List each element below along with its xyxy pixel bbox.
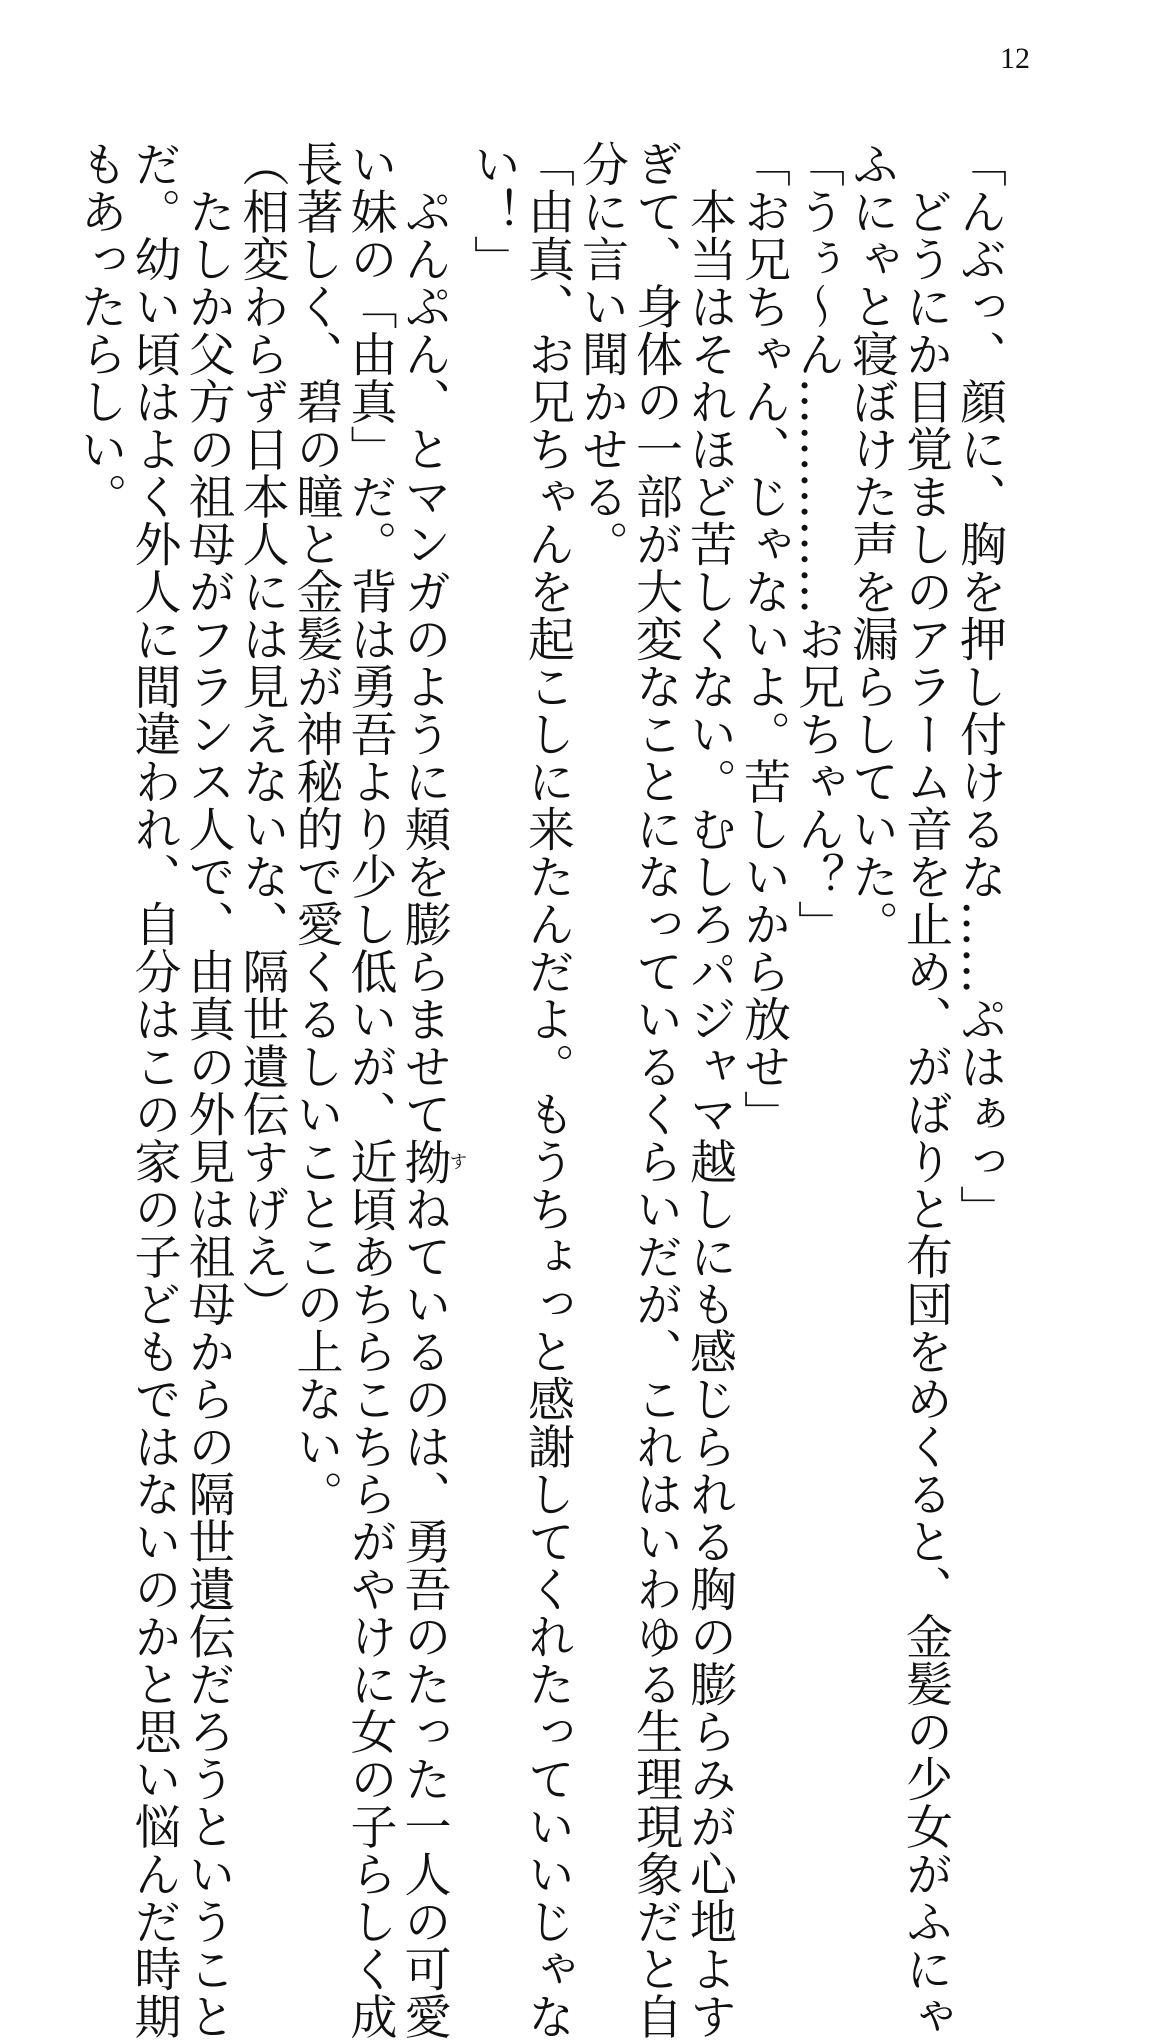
text-line-5: 「お兄ちゃん、じゃないよ。苦しいから放せ」 bbox=[736, 140, 791, 1138]
text-line-17: もあったらしい。 bbox=[72, 140, 128, 520]
text-line-4: 「うぅ〜ん……………お兄ちゃん？」 bbox=[790, 140, 845, 948]
text-line-10: い！」 bbox=[466, 140, 521, 283]
page-number: 12 bbox=[1000, 42, 1030, 75]
novel-body-text bbox=[72, 140, 1007, 2040]
ruby-annotation bbox=[396, 1137, 468, 1186]
text-line-11-end: ねているのは、勇吾のたった一人の可愛 bbox=[396, 1185, 452, 2040]
ruby-base: 拗 bbox=[396, 1137, 452, 1185]
text-line-3: ふにゃと寝ぼけた声を漏らしていた。 bbox=[844, 140, 899, 948]
text-line-11 bbox=[396, 140, 468, 2040]
text-line-6: 本当はそれほど苦しくない。むしろパジャマ越しにも感じられる胸の膨らみが心地よす bbox=[682, 140, 737, 2040]
text-line-2: どうにか目覚ましのアラーム音を止め、がばりと布団をめくると、金髪の少女がふにゃ bbox=[898, 140, 953, 2040]
text-line-8: 分に言い聞かせる。 bbox=[574, 140, 629, 568]
text-line-1: 「んぶっ、顔に、胸を押し付けるな……ぷはぁっ」 bbox=[952, 140, 1007, 1233]
text-line-12: い妹の「由真」だ。背は勇吾より少し低いが、近頃あちらこちらがやけに女の子らしく成 bbox=[342, 140, 398, 2040]
text-line-15: たしか父方の祖母がフランス人で、由真の外見は祖母からの隔世遺伝だろうということ bbox=[180, 140, 236, 2040]
text-line-13: 長著しく、碧の瞳と金髪が神秘的で愛くるしいことこの上ない。 bbox=[288, 140, 344, 1518]
text-line-11-start: ぷんぷん、とマンガのように頬を膨らませて bbox=[396, 140, 452, 1138]
text-line-7: ぎて、身体の一部が大変なことになっているくらいだが、これはいわゆる生理現象だと自 bbox=[628, 140, 683, 2040]
text-line-9: 「由真、お兄ちゃんを起こしに来たんだよ。もうちょっと感謝してくれたっていいじゃな bbox=[520, 140, 575, 2040]
text-line-14: （相変わらず日本人には見えないな、隔世遺伝すげえ） bbox=[234, 140, 290, 1328]
text-line-16: だ。幼い頃はよく外人に間違われ、自分はこの家の子どもではないのかと思い悩んだ時期 bbox=[126, 140, 182, 2040]
ruby-reading: す bbox=[446, 1137, 468, 1185]
